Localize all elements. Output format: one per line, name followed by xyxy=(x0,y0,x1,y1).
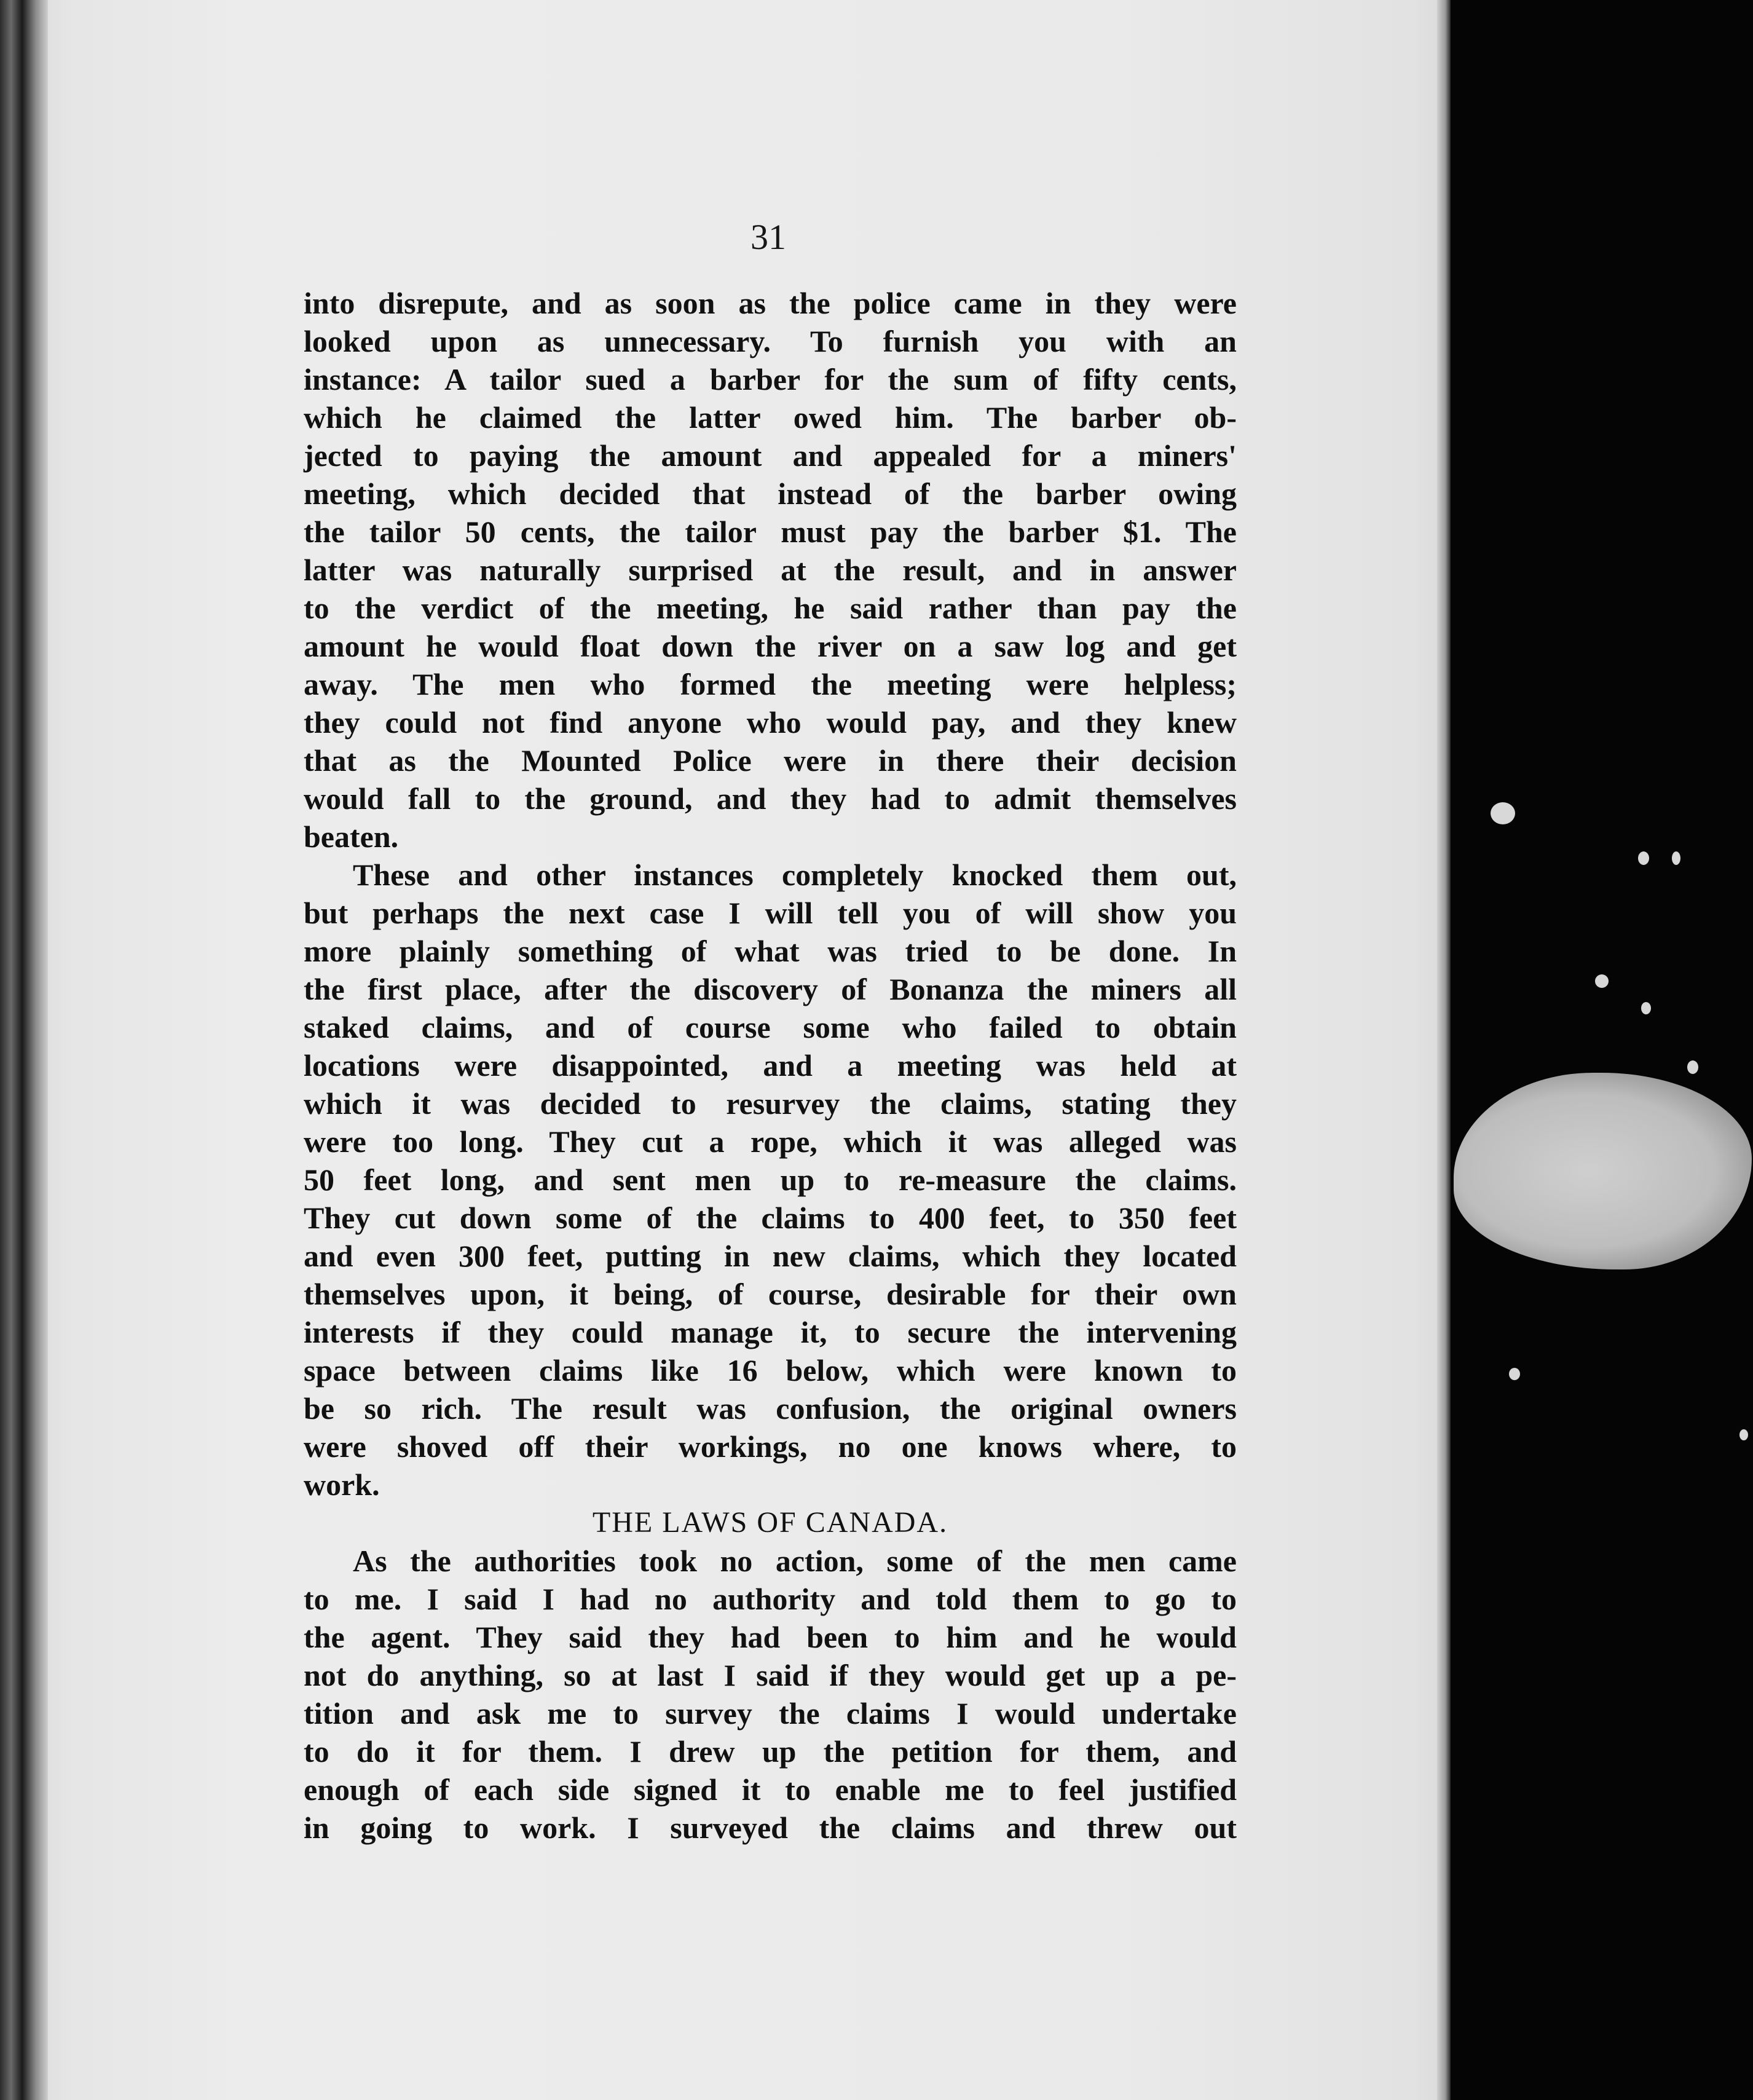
text-line: but perhaps the next case I will tell you of will show you xyxy=(304,896,1237,930)
text-line: be so rich. The result was confusion, the original owners xyxy=(304,1391,1237,1426)
text-line: the agent. They said they had been to him and he would xyxy=(304,1620,1237,1654)
paper-speck xyxy=(1595,974,1609,988)
text-line: were too long. They cut a rope, which it was alleged was xyxy=(304,1124,1237,1159)
text-line: away. The men who formed the meeting were helpless; xyxy=(304,667,1237,701)
page-number: 31 xyxy=(750,217,786,257)
text-line: amount he would float down the river on a saw log and get xyxy=(304,629,1237,663)
section-heading: THE LAWS OF CANADA. xyxy=(592,1506,948,1539)
paper-speck xyxy=(1687,1060,1698,1074)
text-line: to me. I said I had no authority and told them to go to xyxy=(304,1582,1237,1616)
body-text xyxy=(304,284,1237,1847)
text-line: interests if they could manage it, to secure the intervening xyxy=(304,1315,1237,1349)
text-line: space between claims like 16 below, which were known to xyxy=(304,1353,1237,1388)
text-line: instance: A tailor sued a barber for the sum of fifty cents, xyxy=(304,362,1237,397)
text-line: the tailor 50 cents, the tailor must pay the barber $1. The xyxy=(304,515,1237,549)
text-line: into disrepute, and as soon as the police came in they were xyxy=(304,286,1237,320)
paper-speck xyxy=(1509,1368,1520,1380)
text-line: would fall to the ground, and they had to admit themselves xyxy=(304,781,1237,816)
text-line: they could not find anyone who would pay, and they knew xyxy=(304,705,1237,740)
paper-speck xyxy=(1739,1429,1748,1440)
text-line: beaten. xyxy=(304,819,399,854)
paper-speck xyxy=(1638,851,1649,865)
page-edge xyxy=(1437,0,1451,2100)
text-line: more plainly something of what was tried to be done. In xyxy=(304,934,1237,968)
text-line: which it was decided to resurvey the claims, stating they xyxy=(304,1086,1237,1121)
paper-speck xyxy=(1672,851,1680,865)
text-line: locations were disappointed, and a meeting was held at xyxy=(304,1048,1237,1083)
text-line: that as the Mounted Police were in there their decision xyxy=(304,743,1237,778)
text-line: the first place, after the discovery of Bonanza the miners all xyxy=(304,972,1237,1006)
paper-speck xyxy=(1641,1002,1651,1014)
text-line: enough of each side signed it to enable me to feel justified xyxy=(304,1772,1237,1807)
paper-speck xyxy=(1491,802,1515,824)
text-line: tition and ask me to survey the claims I would undertake xyxy=(304,1696,1237,1731)
text-line: were shoved off their workings, no one knows where, to xyxy=(304,1429,1237,1464)
text-line: not do anything, so at last I said if they would get up a pe- xyxy=(304,1658,1237,1692)
text-line: staked claims, and of course some who failed to obtain xyxy=(304,1010,1237,1044)
text-line: work. xyxy=(304,1467,380,1502)
text-line: These and other instances completely knocked them out, xyxy=(353,858,1237,892)
text-line: which he claimed the latter owed him. The barber ob- xyxy=(304,400,1237,435)
text-line: They cut down some of the claims to 400 feet, to 350 feet xyxy=(304,1201,1237,1235)
text-line: in going to work. I surveyed the claims and threw out xyxy=(304,1810,1237,1845)
page-binding xyxy=(0,0,48,2100)
text-line: 50 feet long, and sent men up to re-measure the claims. xyxy=(304,1162,1237,1197)
text-line: meeting, which decided that instead of the barber owing xyxy=(304,476,1237,511)
text-line: themselves upon, it being, of course, desirable for their own xyxy=(304,1277,1237,1311)
text-line: latter was naturally surprised at the result, and in answer xyxy=(304,553,1237,587)
text-line: and even 300 feet, putting in new claims, which they located xyxy=(304,1239,1237,1273)
paper-stain xyxy=(1454,1073,1752,1269)
text-line: to the verdict of the meeting, he said rather than pay the xyxy=(304,591,1237,625)
text-line: looked upon as unnecessary. To furnish you with an xyxy=(304,324,1237,358)
text-line: to do it for them. I drew up the petition for them, and xyxy=(304,1734,1237,1769)
text-line: As the authorities took no action, some of the men came xyxy=(353,1544,1237,1578)
text-line: jected to paying the amount and appealed for a miners' xyxy=(304,438,1237,473)
